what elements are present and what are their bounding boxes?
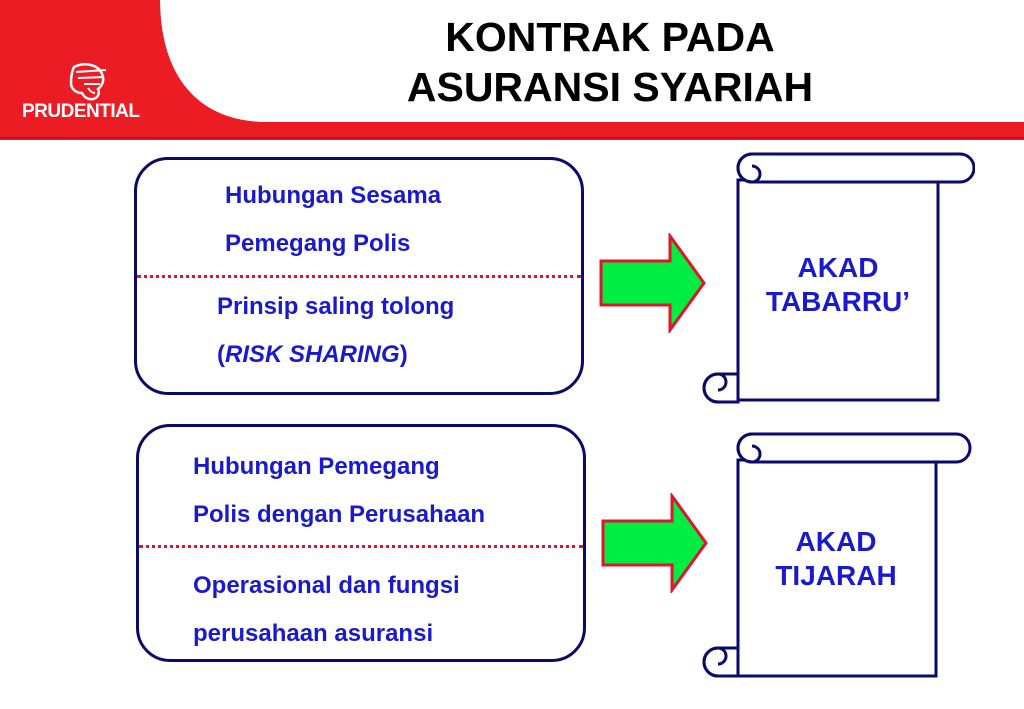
scroll-label-tabarru — [738, 251, 938, 319]
dotted-divider — [139, 545, 583, 548]
title-line-1: KONTRAK PADA — [445, 14, 775, 60]
scroll-label-line-1: AKAD — [795, 526, 877, 557]
relationship-box-tijarah — [136, 424, 586, 662]
box2-top-line-1: Hubungan Pemegang — [193, 453, 440, 480]
scroll-label-line-2: TIJARAH — [775, 560, 897, 591]
title-line-2: ASURANSI SYARIAH — [406, 64, 814, 110]
page-title — [330, 12, 890, 112]
arrow-right-icon — [600, 493, 710, 593]
dotted-divider — [137, 275, 581, 278]
box2-bottom-line-2: perusahaan asuransi — [193, 620, 434, 647]
box1-bottom-line-1: Prinsip saling tolong — [217, 293, 455, 320]
box2-bottom-line-1: Operasional dan fungsi — [193, 572, 460, 599]
box2-top-line-2: Polis dengan Perusahaan — [193, 501, 486, 528]
box1-bottom-line-2: (RISK SHARING) — [217, 341, 408, 368]
arrow-right-icon — [598, 233, 708, 333]
risk-sharing-term: RISK SHARING — [225, 341, 400, 368]
relationship-box-tabarru — [134, 157, 584, 395]
box1-top-line-1: Hubungan Sesama — [225, 182, 442, 209]
brand-name: PRUDENTIAL — [22, 101, 140, 122]
box1-top-line-2: Pemegang Polis — [225, 230, 411, 257]
scroll-label-line-2: TABARRU’ — [765, 286, 911, 317]
scroll-label-tijarah — [736, 525, 936, 593]
scroll-label-line-1: AKAD — [797, 252, 879, 283]
